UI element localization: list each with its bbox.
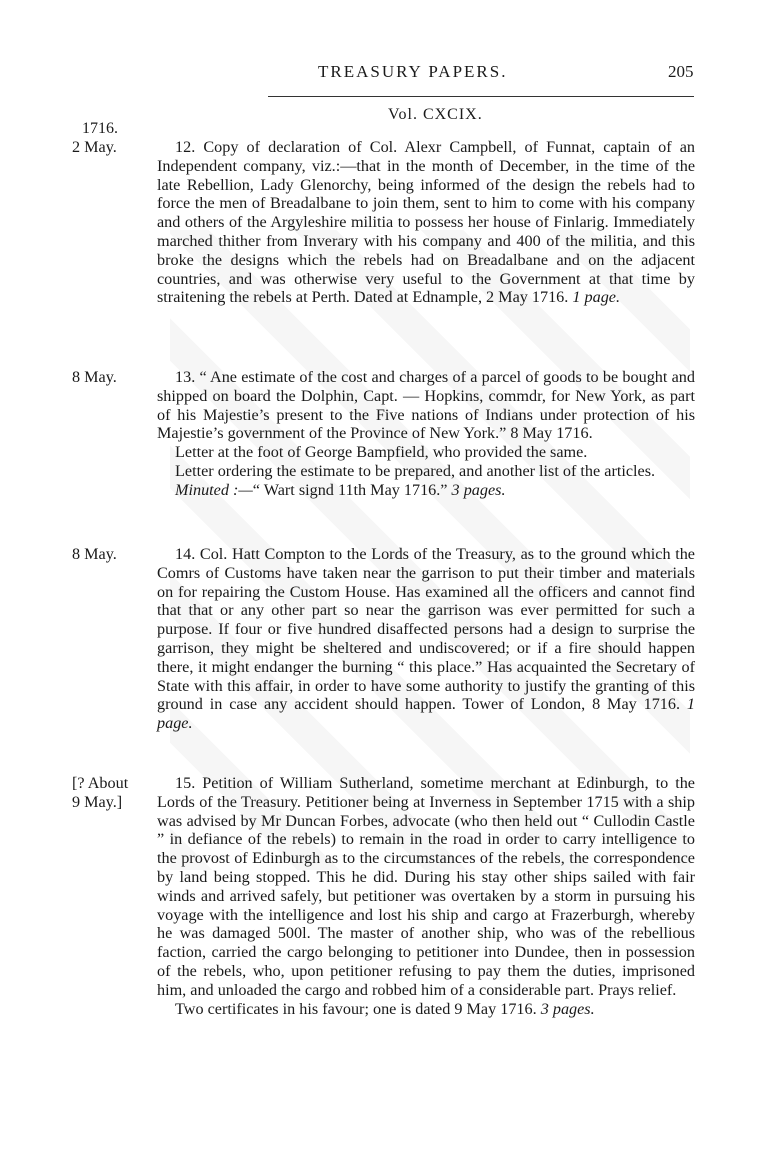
page-count-reference: 3 pages. xyxy=(540,999,595,1018)
paragraph-text: 12. Copy of declaration of Col. Alexr Campbell, of Funnat, captain of an Independent company, viz.:—that in the month of December, in the time of the late Rebellion, Lady Glenorchy, being informed of the design the rebels had to force the men of Breadalbane to join them, sent to him to come with his company and others of the Argyleshire militia to possess her house of Finlarig. Immediately marched thither from Inverary with his company and 400 of the militia, and this broke the designs which the rebels had on Breadalbane and on the adjacent countries, and was otherwise very useful to the Government at that time by straitening the rebels at Perth. Dated at Ednample, 2 May 1716. xyxy=(157,138,695,307)
entry-paragraph xyxy=(157,481,695,500)
page-count-reference: 1 page. xyxy=(572,288,621,307)
entry xyxy=(0,368,768,500)
minuted-label: Minuted :— xyxy=(175,480,253,499)
entry xyxy=(0,138,768,307)
paragraph-text: Letter ordering the estimate to be prepared, and another list of the articles. xyxy=(175,461,656,480)
entry-body xyxy=(157,138,695,307)
header-rule xyxy=(268,96,694,97)
entry-paragraph xyxy=(157,774,695,1000)
year-marginal: 1716. xyxy=(82,120,118,137)
entry-paragraph xyxy=(157,368,695,443)
page-count-reference: 1 page. xyxy=(157,695,696,733)
entry-body xyxy=(157,545,695,733)
entry-paragraph xyxy=(157,1000,695,1019)
entry xyxy=(0,545,768,733)
entry-date-line: 8 May. xyxy=(72,368,117,386)
paragraph-text: “ Wart signd 11th May 1716.” xyxy=(252,480,448,499)
paragraph-text: Letter at the foot of George Bampfield, who provided the same. xyxy=(175,443,588,462)
page-number: 205 xyxy=(668,62,694,81)
paragraph-text: Two certificates in his favour; one is dated 9 May 1716. xyxy=(175,999,537,1018)
entry-date-line: 2 May. xyxy=(72,138,117,156)
entry-body xyxy=(157,368,695,500)
entry-paragraph xyxy=(157,462,695,481)
entry-date xyxy=(72,774,150,812)
running-title: TREASURY PAPERS. xyxy=(318,62,508,81)
paragraph-text: 15. Petition of William Sutherland, sometime merchant at Edinburgh, to the Lords of the Treasury. Petitioner being at Inverness in September 1715 with a ship was advised by Mr Duncan Forbes, advocate (who then held out “ Cullodin Castle ” in defiance of the rebels) to remain in the road in order to carry intelligence to the provost of Edinburgh as to the circumstances of the rebels, the correspondence by land being stopped. This he did. During his stay other ships sailed with fair winds and arrived safely, but petitioner was overtaken by a storm in pursuing his voyage with the intelligence and lost his ship and cargo at Frazerburgh, whereby he was damaged 500l. The master of another ship, who was of the rebellious faction, carried the cargo belonging to petitioner into Dundee, then in possession of the rebels, who, upon petitioner refusing to pay them the duties, imprisoned him, and unloaded the cargo and robbed him of a considerable part. Prays relief. xyxy=(157,774,695,999)
entry-date xyxy=(72,545,150,564)
entry-date-line: 9 May.] xyxy=(72,792,123,811)
entry-date-line: 8 May. xyxy=(72,545,117,563)
page-count-reference: 3 pages. xyxy=(451,480,506,499)
running-head xyxy=(0,62,768,90)
entry-paragraph xyxy=(157,138,695,307)
entry-date xyxy=(72,368,150,387)
entry-date xyxy=(72,138,150,157)
entry-body xyxy=(157,774,695,1018)
entry-date-line: [? About xyxy=(72,774,129,792)
paragraph-text: 14. Col. Hatt Compton to the Lords of the Treasury, as to the ground which the Comrs of Customs have taken near the garrison to put their timber and materials on for repairing the Custom House. Has examined all the officers and cannot find that that or any other part so near the garrison was ever permitted for such a purpose. If four or five hundred disaffected persons had a design to surprise the garrison, they might be sheltered and undiscovered; or if a fire should happen there, it might endanger the burning “ this place.” Has acquainted the Secretary of State with this affair, in order to have some authority to justify the granting of this ground in case any accident should happen. Tower of London, 8 May 1716. xyxy=(157,545,695,714)
paragraph-text: 13. “ Ane estimate of the cost and charges of a parcel of goods to be bought and shipped on board the Dolphin, Capt. — Hopkins, commdr, for New York, as part of his Majestie’s present to the Five nations of Indians under protection of his Majestie’s government of the Province of New York.” 8 May 1716. xyxy=(157,368,695,443)
entry-paragraph xyxy=(157,443,695,462)
entry xyxy=(0,774,768,1018)
volume-heading: Vol. CXCIX. xyxy=(388,106,483,123)
entry-paragraph xyxy=(157,545,695,733)
